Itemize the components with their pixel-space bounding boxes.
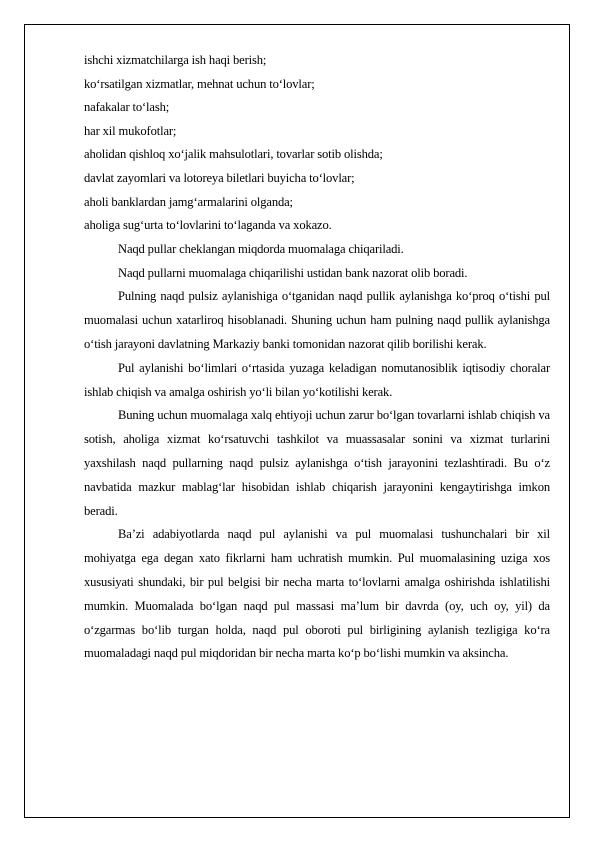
list-item: davlat zayomlari va lotoreya biletlari buyicha to‘lovlar;: [84, 170, 355, 185]
paragraph: Buning uchun muomalaga xalq ehtiyoji uchun zarur bo‘lgan tovarlarni ishlab chiqish va sotish, aholiga xizmat ko‘rsatuvchi tashkilot va muassasalar sonini va xizmat turlarini yaxshilash naqd pullarning naqd pulsiz aylanishga o‘tish jarayonini tezlashtiradi. Bu o‘z navbatida mazkur mablag‘lar hisobidan ishlab chiqarish jarayonini kengaytirishga imkon beradi.: [84, 408, 550, 518]
list-item: aholidan qishloq xo‘jalik mahsulotlari, tovarlar sotib olishda;: [84, 147, 383, 162]
list-item: aholi banklardan jamg‘armalarini olganda;: [84, 194, 293, 209]
list-item: ko‘rsatilgan xizmatlar, mehnat uchun to‘lovlar;: [84, 76, 315, 91]
paragraph: Naqd pullarni muomalaga chiqarilishi ustidan bank nazorat olib boradi.: [118, 265, 468, 280]
paragraph: Ba’zi adabiyotlarda naqd pul aylanishi va pul muomalasi tushunchalari bir xil mohiyatga ega degan xato fikrlarni ham uchratish mumkin. Pul muomalasining uziga xos xususiyati shundaki, bir pul belgisi bir necha marta to‘lovlarni amalga oshirishda ishlatilishi mumkin. Muomalada bo‘lgan naqd pul massasi ma’lum bir davrda (oy, uch oy, yil) da o‘zgarmas bo‘lib turgan holda, naqd pul oboroti pul birligining aylanish tezligiga ko‘ra muomaladagi naqd pul miqdoridan bir necha marta ko‘p bo‘lishi mumkin va aksincha.: [84, 527, 550, 661]
paragraph: Pul aylanishi bo‘limlari o‘rtasida yuzaga keladigan nomutanosiblik iqtisodiy choralar ishlab chiqish va amalga oshirish yo‘li bilan yo‘kotilishi kerak.: [84, 360, 550, 399]
list-item: aholiga sug‘urta to‘lovlarini to‘laganda va xokazo.: [84, 218, 332, 233]
document-body: [84, 49, 550, 666]
list-item: ishchi xizmatchilarga ish haqi berish;: [84, 53, 267, 67]
list-item: nafakalar to‘lash;: [84, 100, 170, 115]
paragraph: Pulning naqd pulsiz aylanishiga o‘tganidan naqd pullik aylanishga ko‘proq o‘tishi pul muomalasi uchun xatarliroq hisoblanadi. Shuning uchun ham pulning naqd pullik aylanishga o‘tish jarayoni davlatning Markaziy banki tomonidan nazorat qilib borilishi kerak.: [84, 289, 550, 351]
list-item: har xil mukofotlar;: [84, 123, 177, 138]
payment-list: [84, 49, 550, 238]
paragraph: Naqd pullar cheklangan miqdorda muomalaga chiqariladi.: [118, 241, 404, 256]
